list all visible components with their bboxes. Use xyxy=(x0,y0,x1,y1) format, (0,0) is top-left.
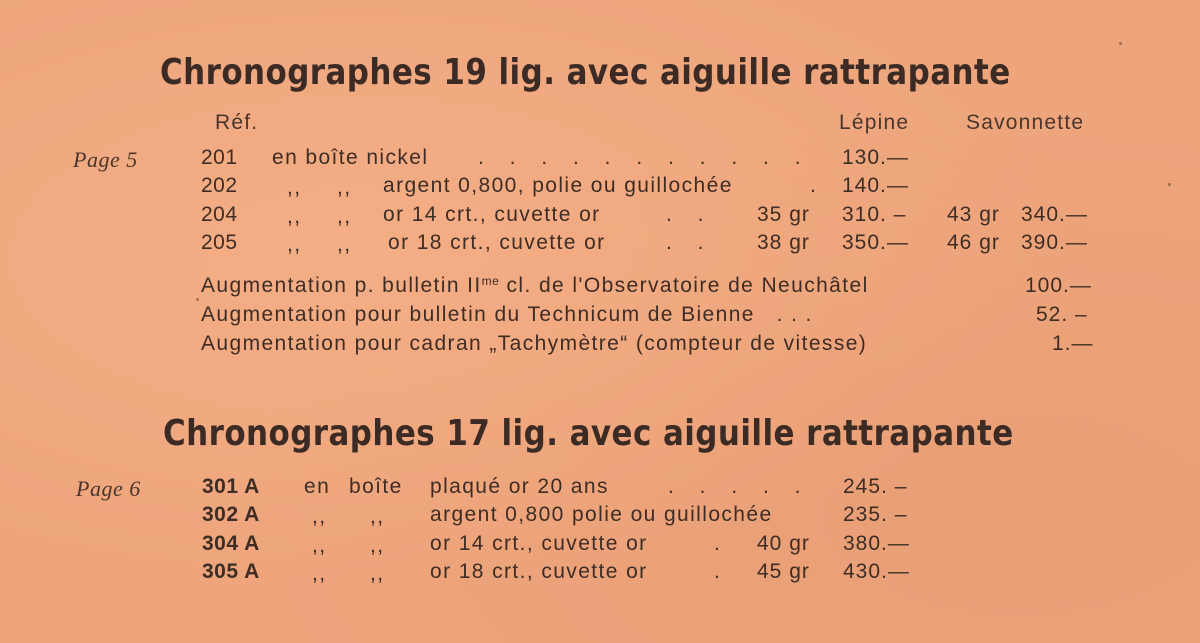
row-description: argent 0,800 polie ou guillochée xyxy=(430,503,773,526)
ditto-mark: ,, xyxy=(287,233,302,256)
surcharge-price: 52. – xyxy=(1036,303,1088,326)
row-price-lepine: 350.— xyxy=(842,231,909,254)
ditto-mark: ,, xyxy=(287,205,302,228)
row-price: 235. – xyxy=(843,503,908,526)
row-weight: 40 gr xyxy=(757,532,810,555)
row-price-lepine: 310. – xyxy=(842,203,907,226)
row-weight-savonnette: 46 gr xyxy=(947,231,1000,254)
row-leader-dots: . xyxy=(714,560,730,583)
row-leader-dots: . . . . . . . . . . . xyxy=(478,146,811,169)
column-header-savonnette: Savonnette xyxy=(966,111,1085,134)
page-reference: Page 6 xyxy=(76,476,141,501)
ditto-mark: ,, xyxy=(337,233,352,256)
page-reference: Page 5 xyxy=(73,147,138,172)
row-ref: 301 A xyxy=(202,475,260,498)
row-ref: 304 A xyxy=(202,532,260,555)
row-ref: 305 A xyxy=(202,560,260,583)
ditto-mark: ,, xyxy=(287,176,302,199)
row-description: or 14 crt., cuvette or xyxy=(383,203,601,226)
surcharge-tachymetre: Augmentation pour cadran „Tachymètre“ (compteur de vitesse) xyxy=(201,332,868,355)
row-ref: 205 xyxy=(201,231,238,254)
section2-title: Chronographes 17 lig. avec aiguille rattrapante xyxy=(163,413,1014,454)
row-description: plaqué or 20 ans xyxy=(430,475,609,498)
row-ref: 204 xyxy=(201,203,238,226)
row-weight-lepine: 35 gr xyxy=(757,203,810,226)
ditto-mark: ,, xyxy=(370,534,385,557)
paper-speck xyxy=(1119,42,1122,45)
row-leader-dots: . xyxy=(810,174,826,197)
row-price-savonnette: 390.— xyxy=(1021,231,1088,254)
row-price: 245. – xyxy=(843,475,908,498)
row-price: 430.— xyxy=(843,560,910,583)
ditto-mark: ,, xyxy=(312,534,327,557)
paper-speck xyxy=(196,298,199,301)
surcharge-technicum: Augmentation pour bulletin du Technicum de Bienne . . . xyxy=(201,303,813,326)
surcharge-observatoire: Augmentation p. bulletin $II^{me}$ cl. de l'Observatoire de Neuchâtel xyxy=(201,274,869,297)
surcharge-price: 1.— xyxy=(1052,332,1094,355)
row-description: or 18 crt., cuvette or xyxy=(430,560,648,583)
row-ref: 201 xyxy=(201,146,238,169)
row-leader-dots: . xyxy=(714,532,730,555)
row-description-prefix: boîte xyxy=(349,475,403,498)
row-leader-dots: . . . . . xyxy=(668,475,811,498)
ditto-mark: ,, xyxy=(337,205,352,228)
ditto-mark: ,, xyxy=(370,505,385,528)
column-header-lepine: Lépine xyxy=(839,111,910,134)
row-price-lepine: 130.— xyxy=(842,146,909,169)
ditto-mark: ,, xyxy=(312,562,327,585)
row-price-lepine: 140.— xyxy=(842,174,909,197)
row-ref: 202 xyxy=(201,174,238,197)
ditto-mark: ,, xyxy=(312,505,327,528)
row-description-prefix: en xyxy=(304,475,331,498)
paper-speck xyxy=(1168,183,1171,186)
row-weight-lepine: 38 gr xyxy=(757,231,810,254)
row-leader-dots: . . xyxy=(666,231,714,254)
row-weight: 45 gr xyxy=(757,560,810,583)
row-weight-savonnette: 43 gr xyxy=(947,203,1000,226)
row-description: argent 0,800, polie ou guillochée xyxy=(383,174,733,197)
column-header-ref: Réf. xyxy=(215,111,259,134)
section1-title: Chronographes 19 lig. avec aiguille rattrapante xyxy=(160,52,1011,93)
surcharge-price: 100.— xyxy=(1025,274,1092,297)
row-description: en boîte nickel xyxy=(272,146,429,169)
row-price: 380.— xyxy=(843,532,910,555)
ditto-mark: ,, xyxy=(370,562,385,585)
row-description: or 14 crt., cuvette or xyxy=(430,532,648,555)
row-leader-dots: . . xyxy=(666,203,714,226)
row-price-savonnette: 340.— xyxy=(1021,203,1088,226)
ditto-mark: ,, xyxy=(337,176,352,199)
row-ref: 302 A xyxy=(202,503,260,526)
row-description: or 18 crt., cuvette or xyxy=(388,231,606,254)
